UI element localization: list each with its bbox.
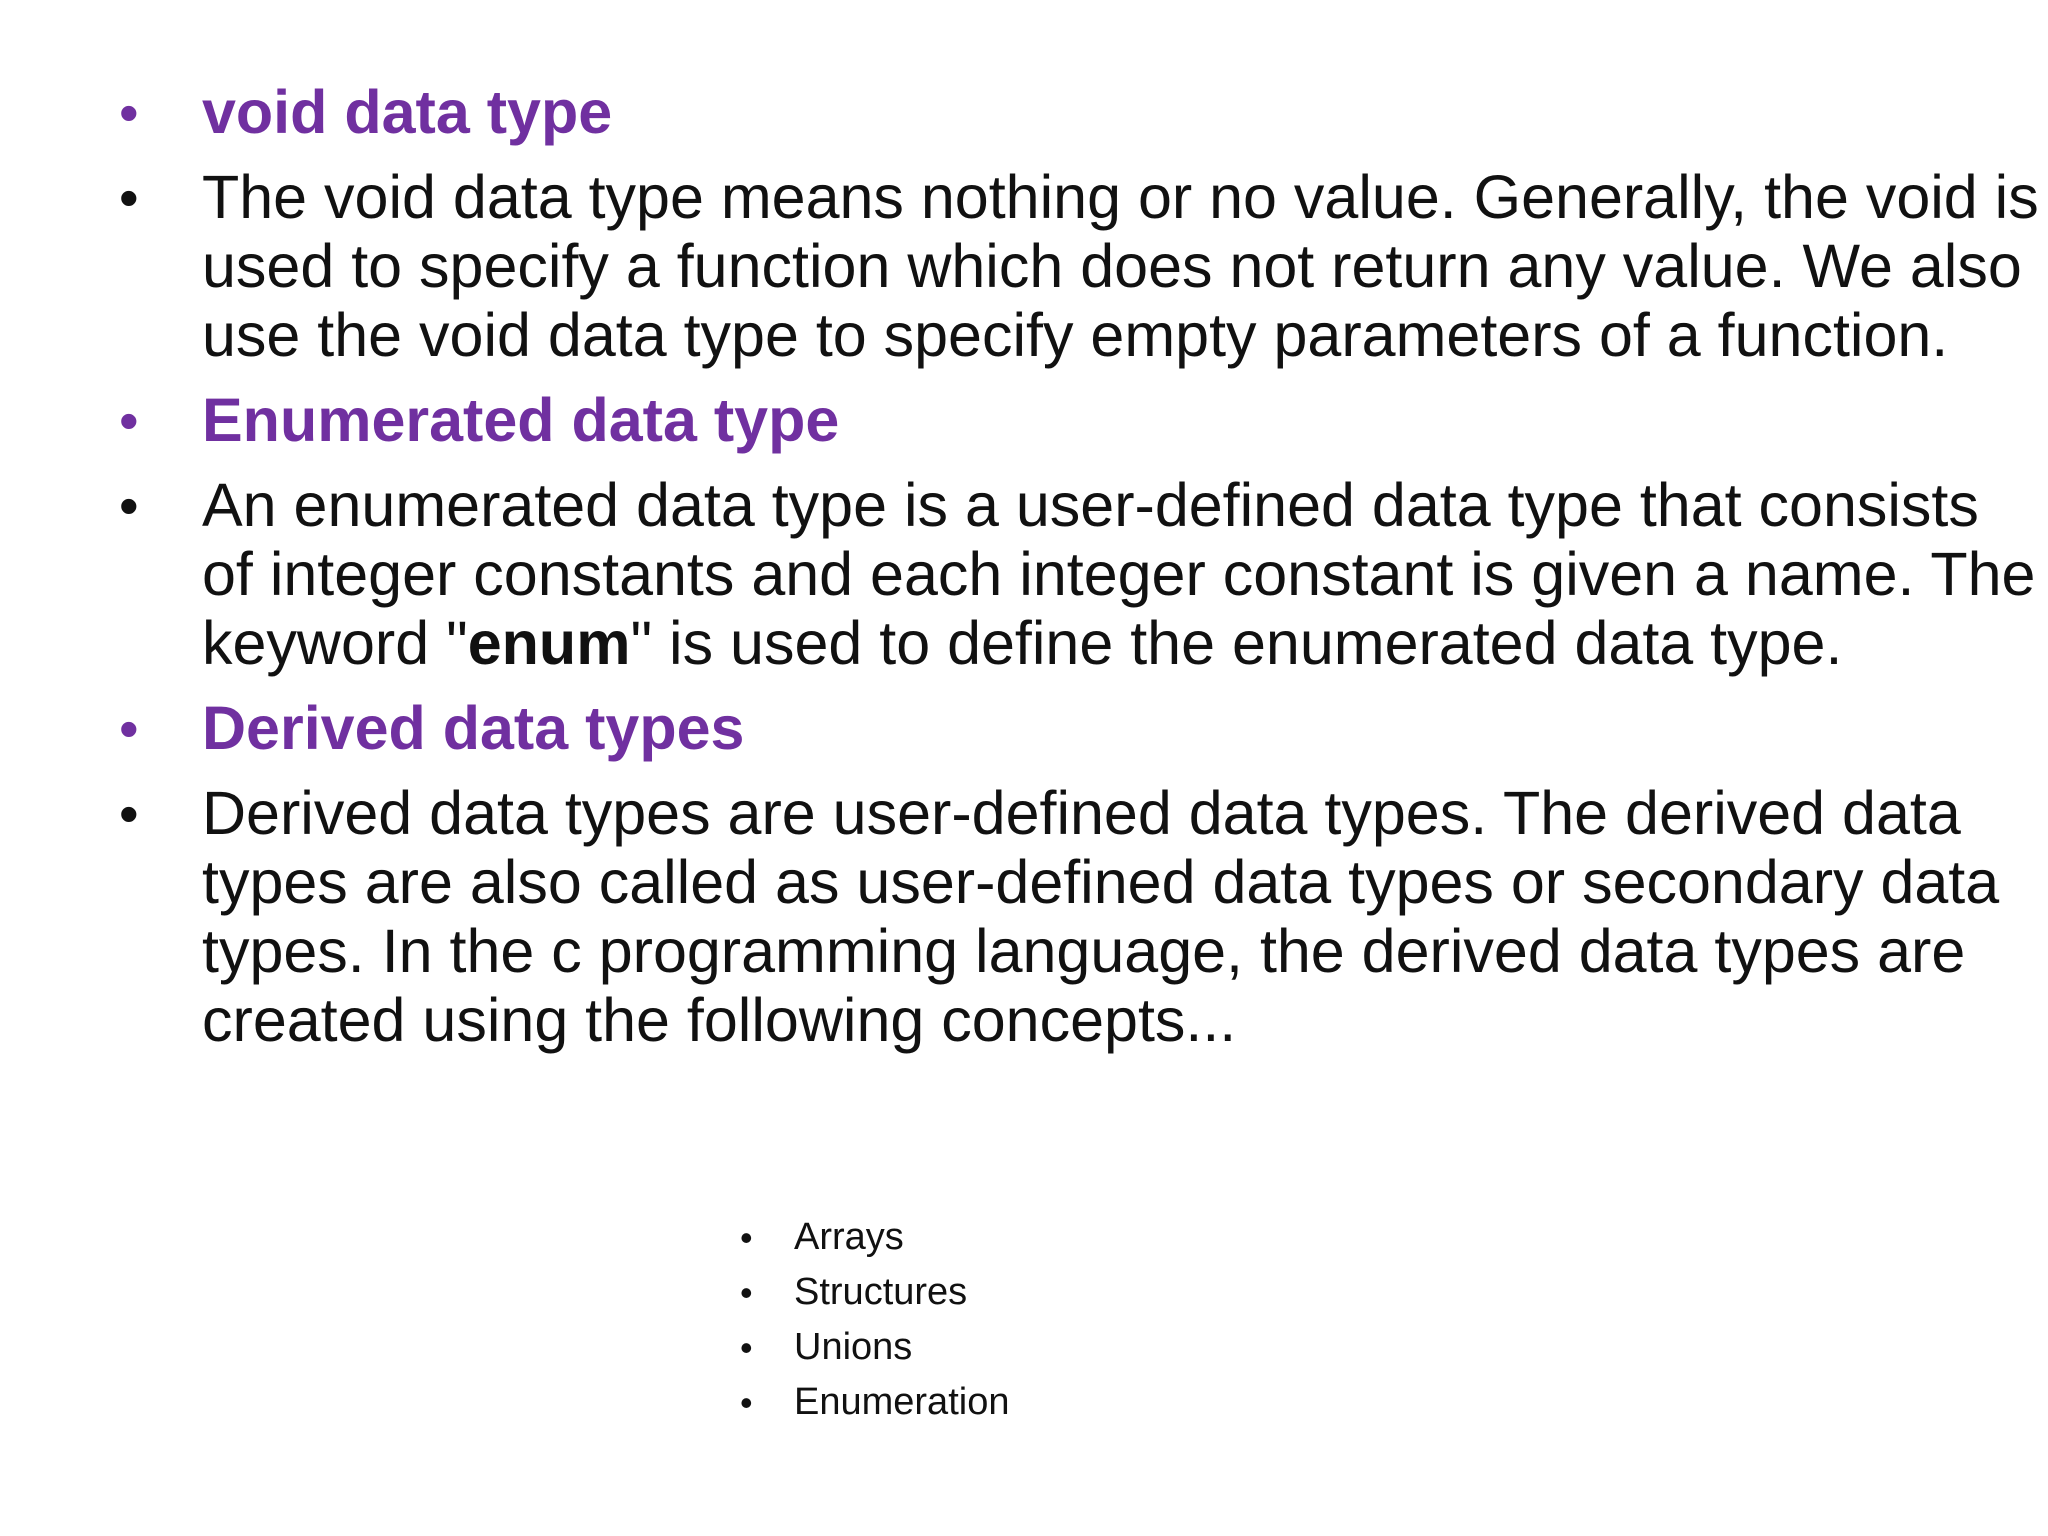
derived-concepts-list: [740, 1210, 1009, 1430]
bullet-icon: •: [119, 81, 139, 144]
paragraph-derived-description: [119, 779, 2039, 1055]
bullet-icon: •: [119, 474, 139, 537]
bullet-icon: •: [119, 697, 139, 760]
list-item-label: Enumeration: [794, 1381, 1010, 1423]
bullet-icon: •: [119, 166, 139, 229]
list-item: [740, 1320, 1009, 1375]
bullet-icon: •: [740, 1327, 753, 1368]
bullet-icon: •: [740, 1217, 753, 1258]
list-item-label: Arrays: [794, 1216, 904, 1258]
bullet-icon: •: [119, 782, 139, 845]
list-item-label: Structures: [794, 1271, 968, 1313]
heading-derived-data-types: [119, 694, 2039, 763]
enum-keyword: enum: [467, 609, 631, 677]
list-item: [740, 1375, 1009, 1430]
bullet-icon: •: [119, 389, 139, 452]
paragraph-text: The void data type means nothing or no value. Generally, the void is used to specify a function which does not return any value. We also use the void data type to specify empty parameters of a function.: [202, 163, 2039, 369]
bullet-icon: •: [740, 1382, 753, 1423]
list-item: [740, 1210, 1009, 1265]
heading-void-data-type: [119, 78, 2039, 147]
paragraph-text-after: " is used to define the enumerated data type.: [630, 609, 1843, 677]
list-item: [740, 1265, 1009, 1320]
heading-text: void data type: [202, 78, 613, 146]
main-bullet-list: [119, 78, 2039, 1071]
paragraph-text-before: An enumerated data type is a user-defined data type that consists of integer constants and each integer constant is given a name. The keyword ": [202, 471, 2036, 677]
bullet-icon: •: [740, 1272, 753, 1313]
paragraph-enumerated-description: [119, 471, 2039, 678]
heading-text: Enumerated data type: [202, 386, 840, 454]
paragraph-text: Derived data types are user-defined data types. The derived data types are also called as user-defined data types or secondary data types. In the c programming language, the derived data types are created using the following concepts...: [202, 779, 2000, 1054]
heading-enumerated-data-type: [119, 386, 2039, 455]
list-item-label: Unions: [794, 1326, 913, 1368]
heading-text: Derived data types: [202, 694, 745, 762]
paragraph-void-description: [119, 163, 2039, 370]
